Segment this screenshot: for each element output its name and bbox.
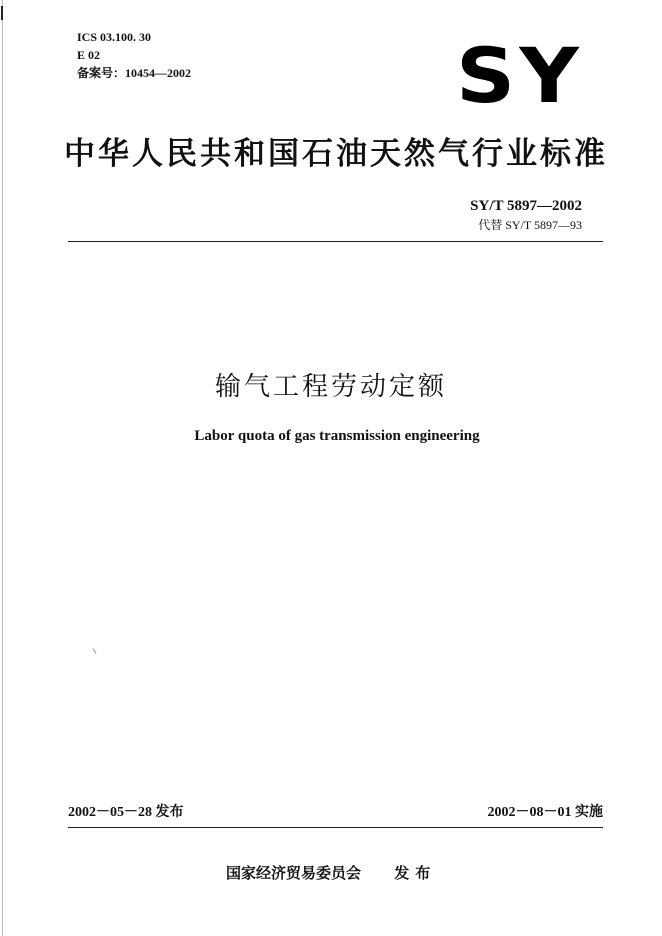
document-subtitle-english: Labor quota of gas transmission engineering <box>194 428 480 444</box>
implementation-date: 2002－08－01 实施 <box>487 805 603 820</box>
publisher-name: 国家经济贸易委员会 <box>226 864 362 882</box>
top-divider <box>68 241 603 242</box>
document-title: 输气工程劳动定额 <box>214 372 447 402</box>
standard-number: SY/T 5897—2002 <box>470 198 582 214</box>
scan-speck <box>93 648 97 654</box>
standard-code <box>470 196 582 234</box>
bottom-divider <box>68 827 603 828</box>
issue-date: 2002－05－28 发布 <box>68 805 184 820</box>
publisher-action: 发布 <box>394 864 437 882</box>
filing-number: 备案号：10454—2002 <box>77 66 192 80</box>
replaces-standard: 代替 SY/T 5897—93 <box>478 218 582 232</box>
ics-code: ICS 03.100. 30 <box>77 30 152 44</box>
publisher <box>226 862 436 883</box>
sy-logo: SY <box>456 31 584 120</box>
standard-title: 中华人民共和国石油天然气行业标准 <box>64 136 608 172</box>
classification-code: E 02 <box>77 48 101 62</box>
document-metadata <box>77 28 191 82</box>
scan-mark <box>1 6 3 20</box>
